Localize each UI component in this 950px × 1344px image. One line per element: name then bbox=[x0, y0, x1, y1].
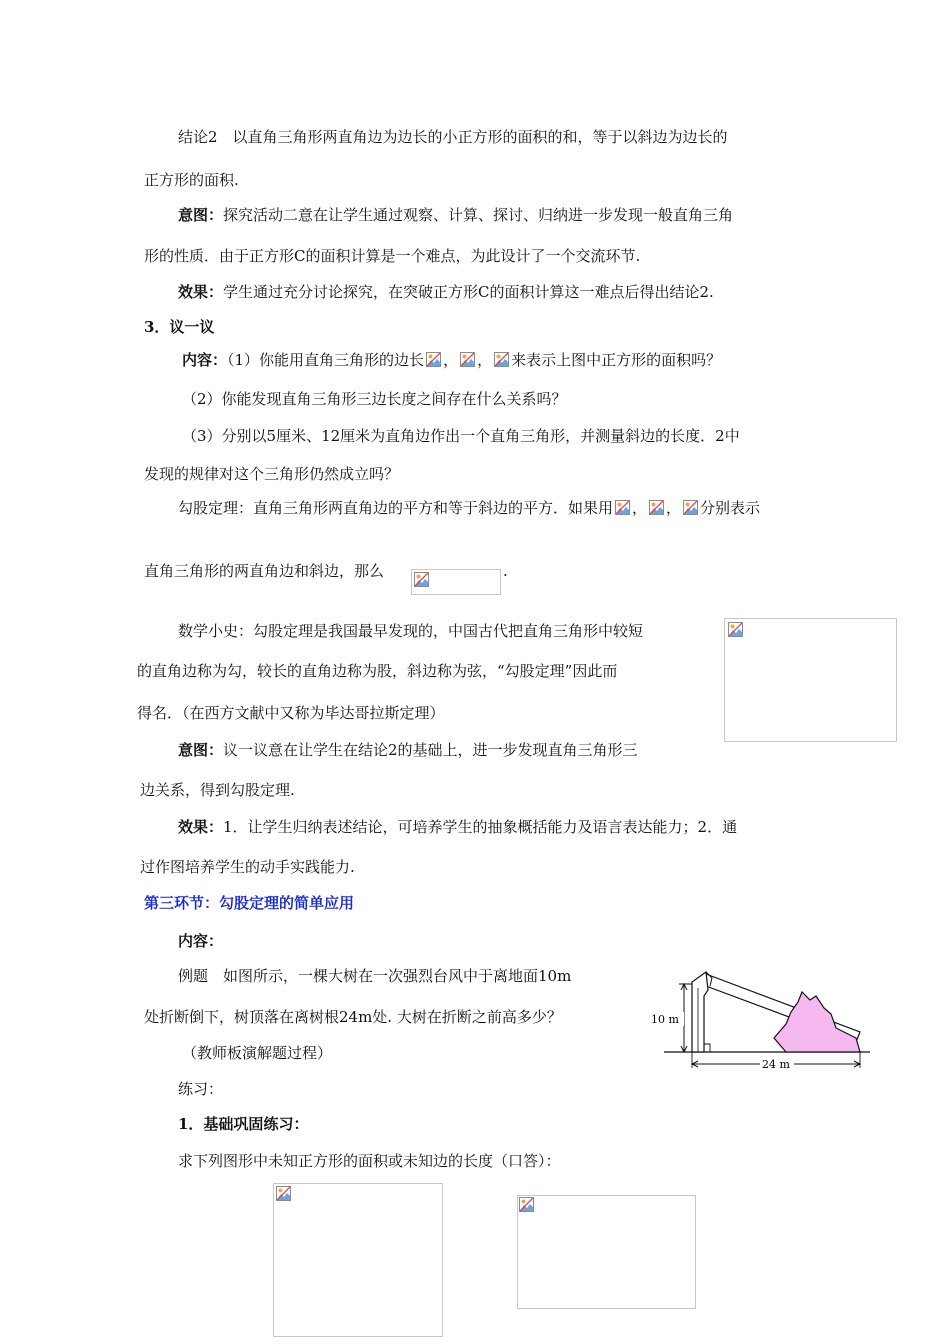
broken-image-icon bbox=[649, 500, 664, 515]
broken-image-icon bbox=[276, 1186, 291, 1201]
broken-image-icon bbox=[728, 622, 743, 637]
discuss-heading: 3．议一议 bbox=[144, 318, 215, 336]
history-figure-image bbox=[724, 618, 897, 742]
intent2-text1: 议一议意在让学生在结论2的基础上，进一步发现直角三角形三 bbox=[223, 741, 638, 759]
broken-image-icon bbox=[426, 352, 441, 367]
effect2-label: 效果： bbox=[178, 818, 224, 836]
basic-practice-text: 求下列图形中未知正方形的面积或未知边的长度（口答）： bbox=[178, 1152, 561, 1170]
theorem-line1 bbox=[178, 498, 760, 518]
intent2-label: 意图： bbox=[178, 741, 224, 759]
section3-content-label: 内容： bbox=[178, 932, 224, 950]
discuss-q3-line2: 发现的规律对这个三角形仍然成立吗？ bbox=[144, 465, 400, 483]
exercise-figure-2 bbox=[517, 1195, 696, 1309]
discuss-q3-line1: （3）分别以5厘米、12厘米为直角边作出一个直角三角形，并测量斜边的长度．2中 bbox=[182, 427, 740, 445]
theorem-line2 bbox=[144, 561, 384, 581]
broken-image-icon bbox=[460, 352, 475, 367]
tree-stump bbox=[692, 972, 708, 1052]
intent1-line2: 形的性质．由于正方形C的面积计算是一个难点，为此设计了一个交流环节. bbox=[144, 247, 641, 265]
history-line3: 得名．（在西方文献中又称为毕达哥拉斯定理） bbox=[137, 704, 445, 722]
theorem-line2-a: 直角三角形的两直角边和斜边，那么 bbox=[144, 562, 385, 580]
base-label: 24 m bbox=[762, 1058, 790, 1071]
teacher-note: （教师板演解题过程） bbox=[182, 1044, 333, 1062]
history-line2: 的直角边称为勾，较长的直角边称为股，斜边称为弦，“勾股定理”因此而 bbox=[137, 662, 618, 680]
discuss-content-label: 内容： bbox=[182, 351, 228, 369]
right-angle-mark bbox=[704, 1044, 710, 1052]
discuss-q2: （2）你能发现直角三角形三边长度之间存在什么关系吗？ bbox=[182, 390, 567, 408]
broken-image-icon bbox=[414, 572, 429, 587]
height-label: 10 m bbox=[651, 1013, 679, 1026]
broken-image-icon bbox=[683, 500, 698, 515]
intent1-line1 bbox=[178, 205, 733, 225]
basic-practice-heading: 1．基础巩固练习： bbox=[178, 1115, 309, 1133]
example-line1: 例题 如图所示，一棵大树在一次强烈台风中于离地面10m bbox=[178, 967, 572, 985]
section3-heading: 第三环节：勾股定理的简单应用 bbox=[144, 894, 355, 912]
discuss-q1-a: （1）你能用直角三角形的边长 bbox=[227, 351, 425, 369]
theorem-formula-image bbox=[411, 569, 501, 595]
intent1-text1: 探究活动二意在让学生通过观察、计算、探讨、归纳进一步发现一般直角三角 bbox=[223, 206, 734, 224]
effect1-line bbox=[178, 282, 714, 302]
theorem-line1-b: 分别表示 bbox=[700, 499, 761, 517]
tree-foliage bbox=[774, 992, 860, 1052]
comma: ， bbox=[443, 351, 459, 369]
discuss-q1-b: 来表示上图中正方形的面积吗？ bbox=[511, 351, 722, 369]
example-line2: 处折断倒下，树顶落在离树根24m处. 大树在折断之前高多少？ bbox=[144, 1008, 562, 1026]
intent1-label: 意图： bbox=[178, 206, 224, 224]
comma: ， bbox=[477, 351, 493, 369]
intent2-line2: 边关系，得到勾股定理. bbox=[140, 781, 295, 799]
theorem-line1-a: 勾股定理：直角三角形两直角边的平方和等于斜边的平方．如果用 bbox=[178, 499, 614, 517]
practice-label: 练习： bbox=[178, 1080, 224, 1098]
conclusion2-line2: 正方形的面积. bbox=[144, 171, 239, 189]
tree-diagram bbox=[646, 960, 876, 1075]
comma: ， bbox=[666, 499, 682, 517]
effect2-line1 bbox=[178, 817, 737, 837]
intent2-line1 bbox=[178, 740, 638, 760]
effect1-label: 效果： bbox=[178, 283, 224, 301]
discuss-q1 bbox=[182, 350, 721, 370]
broken-image-icon bbox=[519, 1197, 534, 1212]
effect1-text: 学生通过充分讨论探究，在突破正方形C的面积计算这一难点后得出结论2. bbox=[223, 283, 714, 301]
conclusion2-line1: 结论2 以直角三角形两直角边为边长的小正方形的面积的和，等于以斜边为边长的 bbox=[178, 128, 728, 146]
history-line1: 数学小史：勾股定理是我国最早发现的，中国古代把直角三角形中较短 bbox=[178, 622, 644, 640]
broken-image-icon bbox=[494, 352, 509, 367]
theorem-period: . bbox=[503, 562, 508, 580]
effect2-line2: 过作图培养学生的动手实践能力. bbox=[140, 858, 355, 876]
exercise-figure-1 bbox=[273, 1183, 443, 1337]
effect2-text1: 1．让学生归纳表述结论，可培养学生的抽象概括能力及语言表达能力；2．通 bbox=[223, 818, 738, 836]
comma: ， bbox=[632, 499, 648, 517]
broken-image-icon bbox=[615, 500, 630, 515]
